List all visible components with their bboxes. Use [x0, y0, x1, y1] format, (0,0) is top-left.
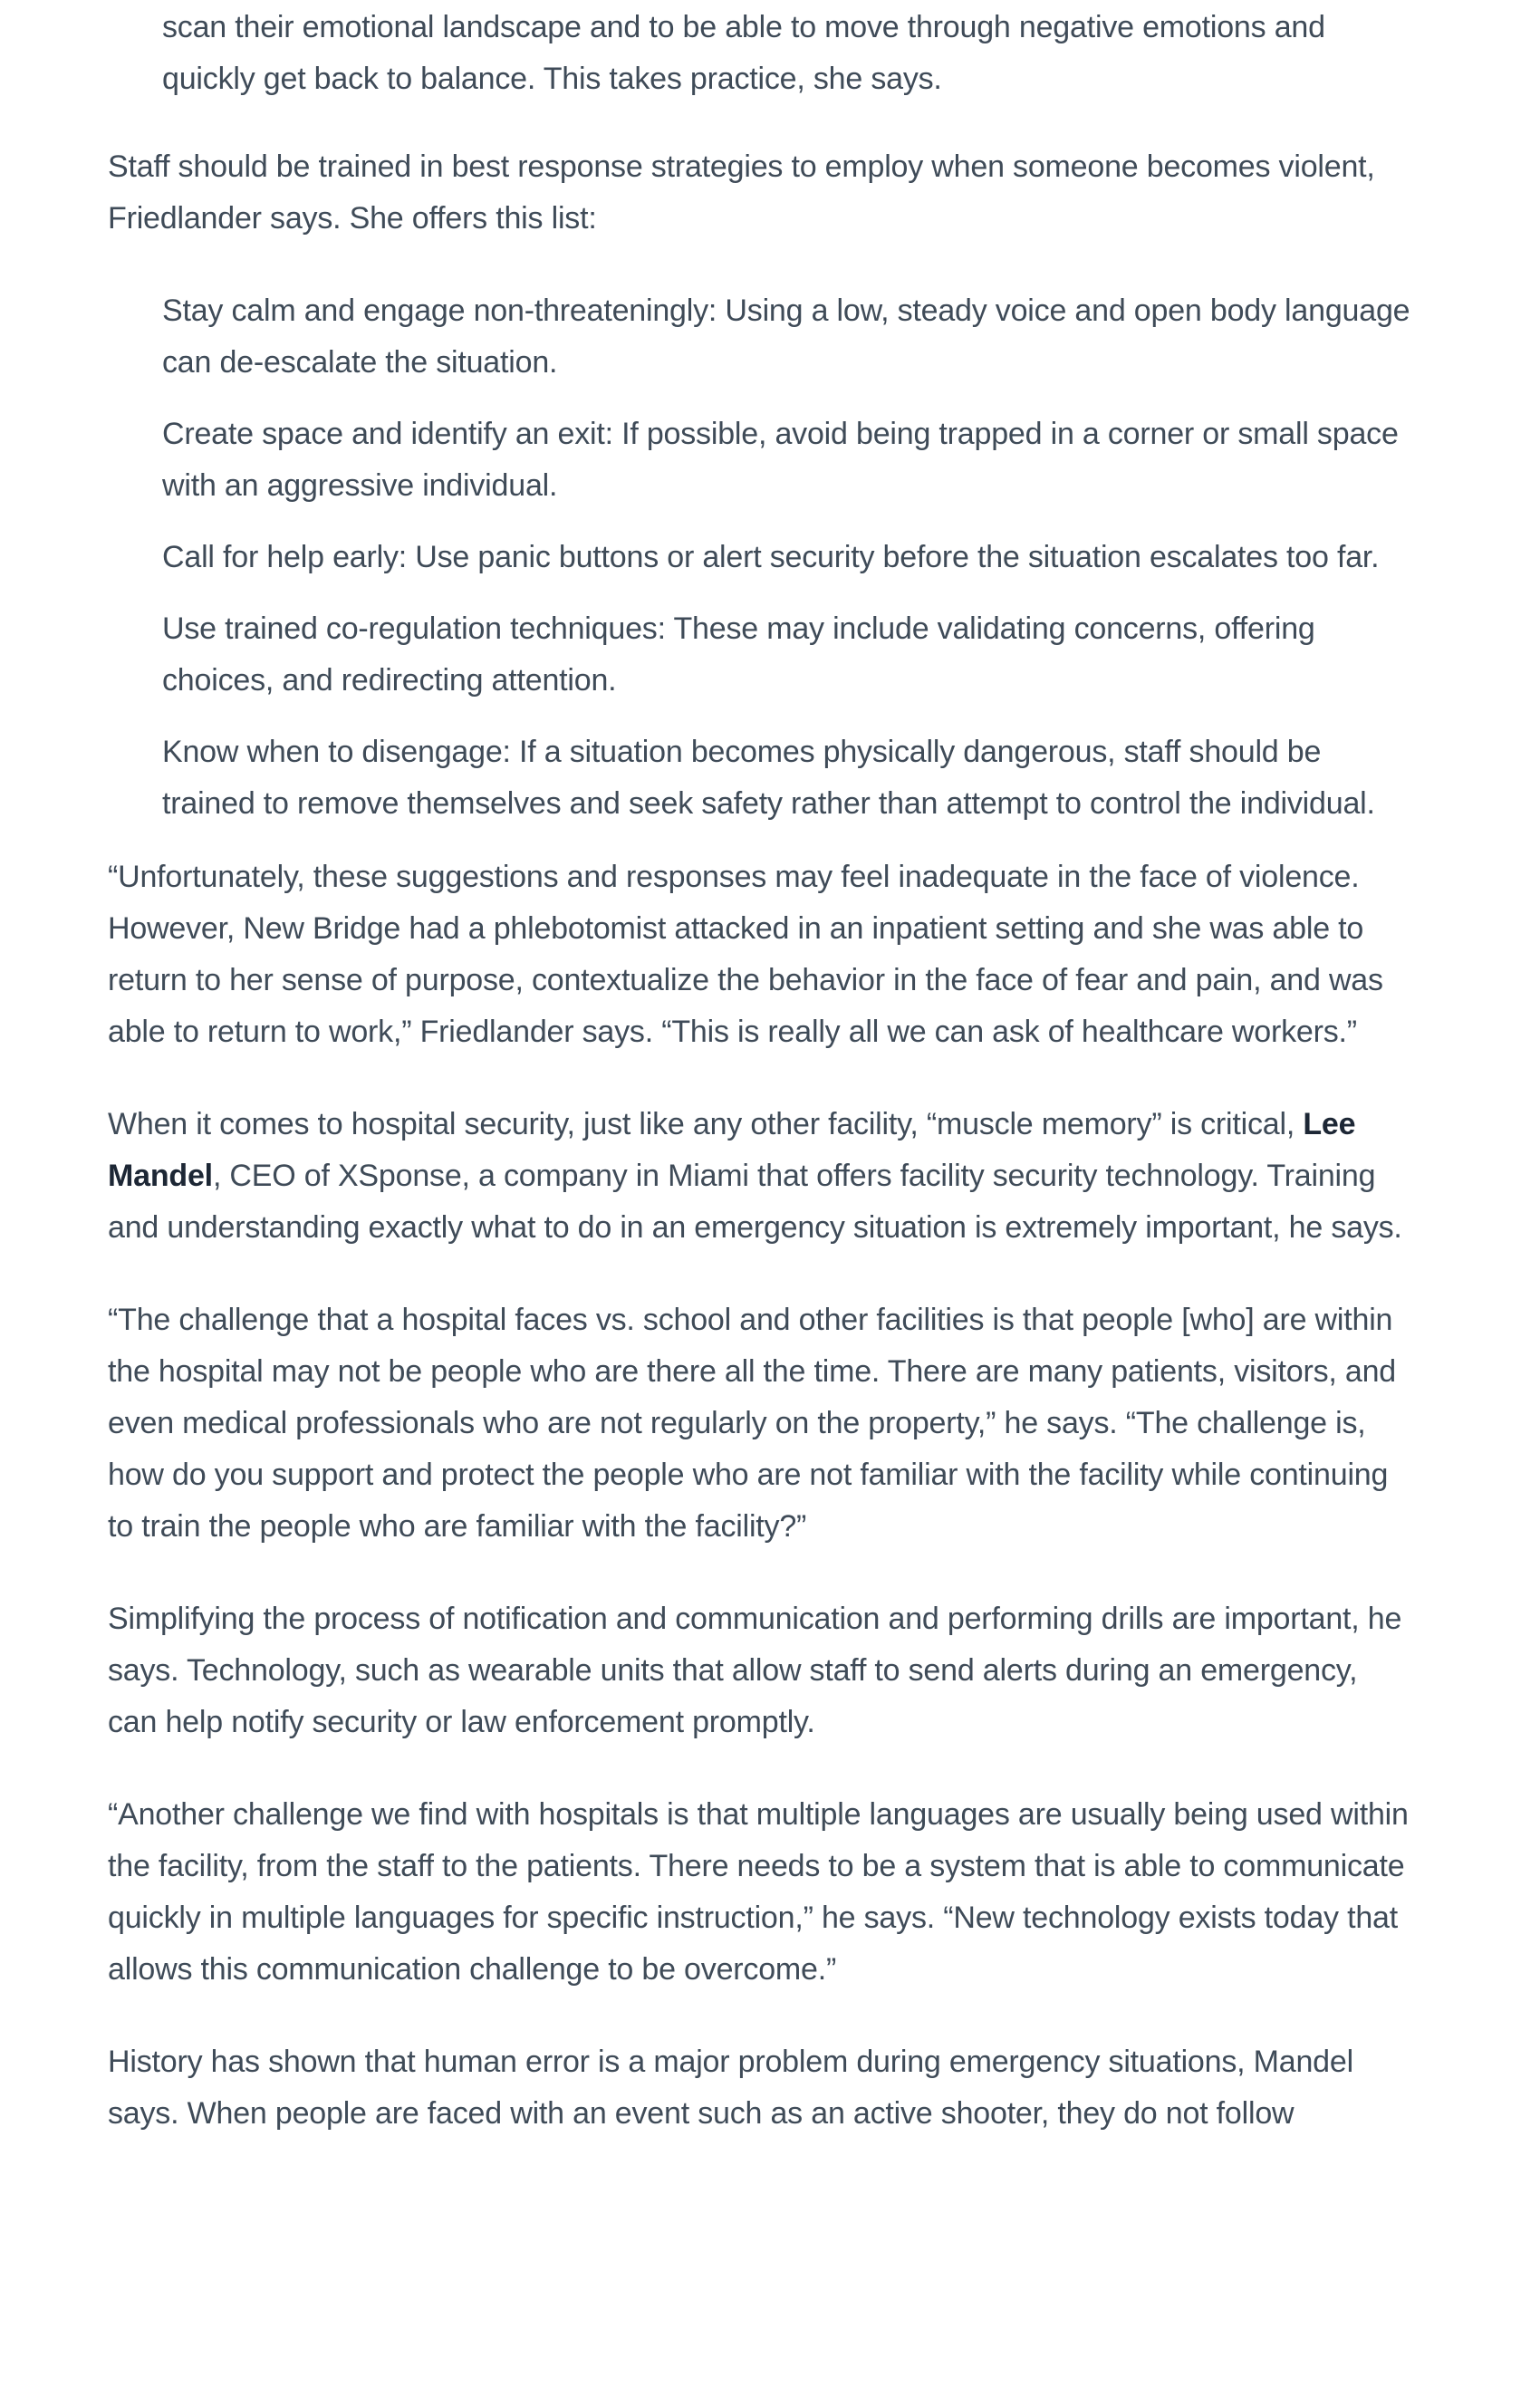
paragraph-simplifying-notification: Simplifying the process of notification and communication and performing drills are important, he says. Technology, such as wearable units that allow staff to send alerts during an emergency, can help notify security or law enforcement promptly.: [108, 1602, 1402, 1739]
paragraph-staff-training: Staff should be trained in best response strategies to employ when someone becomes violent, Friedlander says. She offers this list:: [108, 149, 1375, 236]
list-item-disengage: Know when to disengage: If a situation becomes physically dangerous, staff should be trained to remove themselves and seek safety rather than attempt to control the individual.: [162, 735, 1375, 821]
lee-mandel-name: Lee Mandel: [108, 1107, 1356, 1193]
paragraph-unfortunately-quote: “Unfortunately, these suggestions and responses may feel inadequate in the face of violence. However, New Bridge had a phlebotomist attacked in an inpatient setting and she was able to return to her sense of purpose, contextualize the behavior in the face of fear and pain, and was able to return to work,” Friedlander says. “This is really all we can ask of healthcare workers.”: [108, 860, 1383, 1049]
paragraph-multiple-languages-quote: “Another challenge we find with hospitals is that multiple languages are usually being used within the facility, from the staff to the patients. There needs to be a system that is able to communicate quickly in multiple languages for specific instruction,” he says. “New technology exists today that allows this communication challenge to be overcome.”: [108, 1797, 1409, 1987]
response-strategies-list: [108, 285, 1413, 830]
paragraph-muscle-memory: [108, 1099, 1413, 1254]
paragraph-human-error: History has shown that human error is a major problem during emergency situations, Mandel says. When people are faced with an event such as an active shooter, they do not follow: [108, 2045, 1353, 2131]
list-item-create-space: Create space and identify an exit: If possible, avoid being trapped in a corner or small space with an aggressive individual.: [162, 417, 1399, 503]
muscle-memory-text-before: When it comes to hospital security, just like any other facility, “muscle memory” is critical,: [108, 1107, 1304, 1141]
list-item-co-regulation: Use trained co-regulation techniques: These may include validating concerns, offering choices, and redirecting attention.: [162, 611, 1315, 698]
list-item-call-for-help: Call for help early: Use panic buttons or alert security before the situation escalates too far.: [162, 540, 1380, 574]
list-item-continuation-text: scan their emotional landscape and to be able to move through negative emotions and quickly get back to balance. This takes practice, she says.: [162, 10, 1325, 96]
list-item-stay-calm: Stay calm and engage non-threateningly: Using a low, steady voice and open body language can de-escalate the situation.: [162, 294, 1410, 380]
muscle-memory-text-after: , CEO of XSponse, a company in Miami that offers facility security technology. Training and understanding exactly what to do in an emergency situation is extremely important, he says.: [108, 1159, 1402, 1245]
paragraph-hospital-challenge-quote: “The challenge that a hospital faces vs. school and other facilities is that people [who] are within the hospital may not be people who are there all the time. There are many patients, visitors, and even medical professionals who are not regularly on the property,” he says. “The challenge is, how do you support and protect the people who are not familiar with the facility while continuing to train the people who are familiar with the facility?”: [108, 1303, 1396, 1544]
